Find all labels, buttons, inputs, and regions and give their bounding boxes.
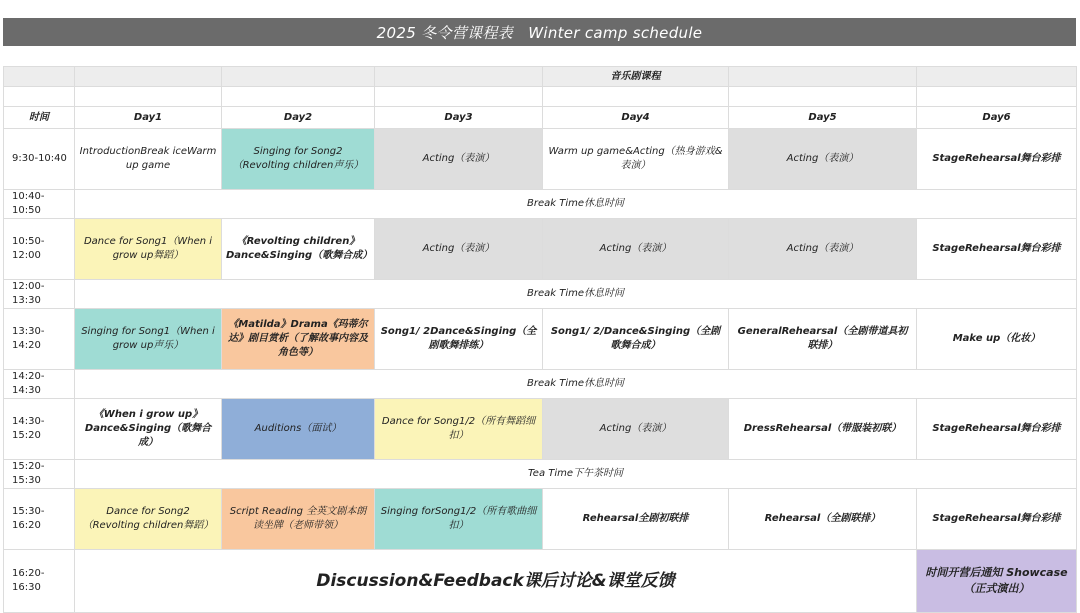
slot-row (4, 309, 1077, 370)
header-day3: Day3 (375, 107, 543, 129)
time-cell: 15:30-16:20 (4, 489, 75, 550)
session-cell: 《Revolting children》Dance&Singing（歌舞合成） (222, 219, 375, 280)
break-cell: Tea Time下午茶时间 (75, 460, 1077, 489)
session-cell: DressRehearsal（带服装初联） (729, 399, 917, 460)
time-cell: 10:40-10:50 (4, 190, 75, 219)
time-cell: 14:30-15:20 (4, 399, 75, 460)
break-cell: Break Time休息时间 (75, 190, 1077, 219)
session-cell: Warm up game&Acting（热身游戏&表演） (543, 129, 729, 190)
blank-cell (75, 67, 222, 87)
blank-cell (917, 67, 1077, 87)
session-cell: Acting（表演） (375, 219, 543, 280)
blank-cell (375, 87, 543, 107)
header-day5: Day5 (729, 107, 917, 129)
blank-cell (4, 87, 75, 107)
header-day6: Day6 (917, 107, 1077, 129)
day-header-row (4, 107, 1077, 129)
header-day4: Day4 (543, 107, 729, 129)
session-cell: Script Reading 全英文剧本朗读坐牌（老师带领） (222, 489, 375, 550)
blank-cell (222, 67, 375, 87)
header-day2: Day2 (222, 107, 375, 129)
discussion-feedback-cell: Discussion&Feedback课后讨论&课堂反馈 (75, 550, 917, 613)
session-cell: GeneralRehearsal（全剧带道具初联排） (729, 309, 917, 370)
break-row (4, 190, 1077, 219)
session-cell: Song1/ 2Dance&Singing（全剧歌舞排练） (375, 309, 543, 370)
time-cell: 14:20-14:30 (4, 370, 75, 399)
slot-row (4, 489, 1077, 550)
blank-cell (375, 67, 543, 87)
session-cell: Make up（化妆） (917, 309, 1077, 370)
header-day1: Day1 (75, 107, 222, 129)
time-cell: 10:50-12:00 (4, 219, 75, 280)
break-cell: Break Time休息时间 (75, 280, 1077, 309)
session-cell: Acting（表演） (375, 129, 543, 190)
session-cell: Singing forSong1/2（所有歌曲细扣） (375, 489, 543, 550)
final-row (4, 550, 1077, 613)
blank-cell (729, 67, 917, 87)
time-cell: 16:20-16:30 (4, 550, 75, 613)
blank-row (4, 87, 1077, 107)
slot-row (4, 129, 1077, 190)
blank-cell (729, 87, 917, 107)
break-row (4, 460, 1077, 489)
session-cell: Singing for Song1（When i grow up声乐） (75, 309, 222, 370)
session-cell: Auditions（面试） (222, 399, 375, 460)
time-cell: 12:00-13:30 (4, 280, 75, 309)
session-cell: Dance for Song1/2（所有舞蹈细扣） (375, 399, 543, 460)
time-cell: 15:20-15:30 (4, 460, 75, 489)
session-cell: Song1/ 2/Dance&Singing（全剧歌舞合成） (543, 309, 729, 370)
blank-cell (4, 67, 75, 87)
session-cell: Acting（表演） (543, 399, 729, 460)
blank-cell (75, 87, 222, 107)
blank-cell (917, 87, 1077, 107)
session-cell: 《Matilda》Drama《玛蒂尔达》剧目赏析（了解故事内容及角色等） (222, 309, 375, 370)
time-cell: 13:30-14:20 (4, 309, 75, 370)
time-cell: 9:30-10:40 (4, 129, 75, 190)
schedule-table (3, 66, 1077, 613)
session-cell: Singing for Song2（Revolting children声乐） (222, 129, 375, 190)
session-cell: Dance for Song2（Revolting children舞蹈） (75, 489, 222, 550)
session-cell: Acting（表演） (729, 219, 917, 280)
showcase-cell: 时间开营后通知 Showcase （正式演出） (917, 550, 1077, 613)
session-cell: Rehearsal（全剧联排） (729, 489, 917, 550)
session-cell: Acting（表演） (729, 129, 917, 190)
session-cell: Acting（表演） (543, 219, 729, 280)
break-cell: Break Time休息时间 (75, 370, 1077, 399)
session-cell: IntroductionBreak iceWarm up game (75, 129, 222, 190)
session-cell: 《When i grow up》Dance&Singing（歌舞合成） (75, 399, 222, 460)
blank-cell (543, 87, 729, 107)
session-cell: StageRehearsal舞台彩排 (917, 129, 1077, 190)
header-time: 时间 (4, 107, 75, 129)
session-cell: Rehearsal全剧初联排 (543, 489, 729, 550)
session-cell: StageRehearsal舞台彩排 (917, 219, 1077, 280)
break-row (4, 370, 1077, 399)
slot-row (4, 399, 1077, 460)
break-row (4, 280, 1077, 309)
group-header: 音乐剧课程 (543, 67, 729, 87)
session-cell: StageRehearsal舞台彩排 (917, 399, 1077, 460)
schedule-title: 2025 冬令营课程表 Winter camp schedule (3, 18, 1076, 46)
blank-header-row (4, 67, 1077, 87)
blank-cell (222, 87, 375, 107)
session-cell: Dance for Song1（When i grow up舞蹈） (75, 219, 222, 280)
slot-row (4, 219, 1077, 280)
session-cell: StageRehearsal舞台彩排 (917, 489, 1077, 550)
